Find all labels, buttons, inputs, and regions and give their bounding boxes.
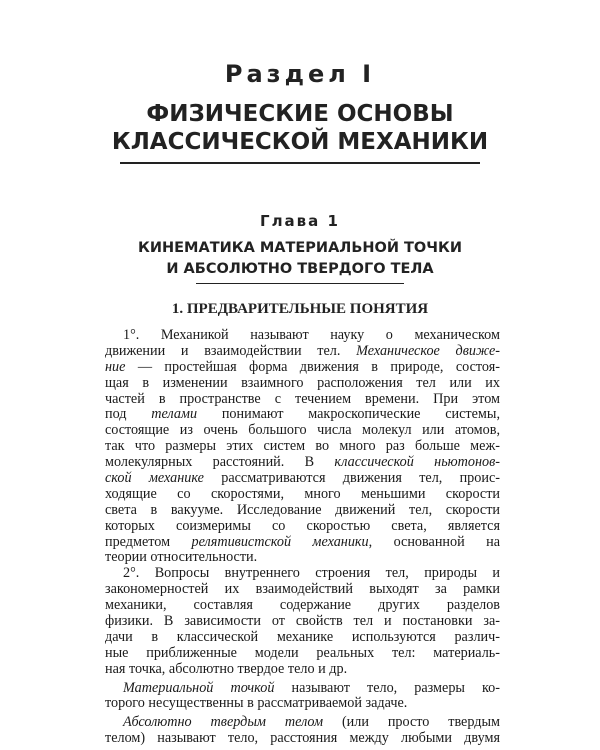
term-italic: Абсолютно твердым телом [123, 714, 324, 731]
text-line [105, 471, 500, 487]
chapter-title [0, 238, 600, 280]
text-line: механики, составляя содержание других разделов [105, 597, 500, 614]
text-run: , основанной на [368, 533, 500, 550]
text-line [105, 535, 500, 551]
term-italic: релятивистской механики [191, 533, 369, 550]
section-title-line-1: ФИЗИЧЕСКИЕ ОСНОВЫ [146, 101, 454, 127]
term-italic: Материальной точкой [123, 679, 275, 696]
text-line: щая в изменении взаимного расположения тел или их [105, 374, 500, 391]
term-italic: Механическое движе- [356, 342, 501, 359]
section-rule [120, 162, 480, 164]
text-line: ная точка, абсолютно твердое тело и др. [105, 660, 348, 677]
chapter-label: Глава 1 [260, 212, 340, 230]
text-line: состоящие из очень большого числа молекул или атомов, [105, 422, 500, 439]
text-run: рассматриваются движения тел, проис- [203, 470, 500, 487]
body-text [105, 328, 500, 747]
text-line: дачи в классической механике используются различ- [105, 628, 500, 645]
text-line: ные приближенные модели реальных тел: материаль- [105, 644, 500, 661]
text-line: которых соизмеримы со скоростью света, является [105, 517, 500, 534]
text-line: частей в пространстве с течением времени. При этом [105, 390, 500, 407]
text-run: под [105, 406, 152, 423]
text-run: 1°. Механикой называют науку о механическом [123, 327, 500, 343]
text-line [105, 715, 500, 731]
term-italic: ской механике [105, 470, 204, 487]
text-line: теории относительности. [105, 549, 258, 566]
text-run: (или просто твердым [323, 714, 500, 731]
text-line: света в вакууме. Исследование движений тел, скорости [105, 501, 500, 518]
text-line: торого несущественны в рассматриваемой задаче. [105, 695, 408, 712]
chapter-rule [196, 283, 404, 284]
text-line: ходящие со скоростями, много меньшими скорости [105, 485, 500, 502]
text-run: — простейшая форма движения в природе, состоя- [125, 358, 500, 375]
section-title-line-2: КЛАССИЧЕСКОЙ МЕХАНИКИ [111, 129, 489, 155]
text-run: называют тело, размеры ко- [274, 679, 500, 696]
text-run: предметом [105, 533, 192, 550]
text-line: телом) называют тело, расстояния между любыми двумя [105, 730, 500, 747]
paragraph-heading: 1. ПРЕДВАРИТЕЛЬНЫЕ ПОНЯТИЯ [171, 301, 429, 317]
text-line: физики. В зависимости от свойств тел и постановки за- [105, 613, 500, 630]
text-run: понимают макроскопические системы, [197, 406, 500, 423]
text-run: движении и взаимодействии тел. [105, 342, 357, 359]
term-italic: телами [151, 406, 198, 423]
chapter-title-line-1: КИНЕМАТИКА МАТЕРИАЛЬНОЙ ТОЧКИ [138, 240, 462, 256]
chapter-title-line-2: И АБСОЛЮТНО ТВЕРДОГО ТЕЛА [166, 261, 434, 277]
text-line [105, 344, 500, 360]
text-line [105, 360, 500, 376]
text-line: 2°. Вопросы внутреннего строения тел, природы и [123, 565, 500, 582]
section-label: Раздел I [224, 60, 376, 88]
text-line [105, 455, 500, 471]
term-italic: ние [105, 358, 126, 375]
text-line [105, 407, 500, 423]
text-run: молекулярных расстояний. В [105, 454, 335, 471]
term-italic: классической ньютонов- [334, 454, 501, 471]
text-line: так что размеры этих систем во много раз больше меж- [105, 438, 500, 455]
section-title [0, 100, 600, 156]
text-line [105, 681, 500, 697]
text-line [105, 328, 500, 344]
text-line: закономерностей их взаимодействий выходят за рамки [105, 581, 500, 598]
